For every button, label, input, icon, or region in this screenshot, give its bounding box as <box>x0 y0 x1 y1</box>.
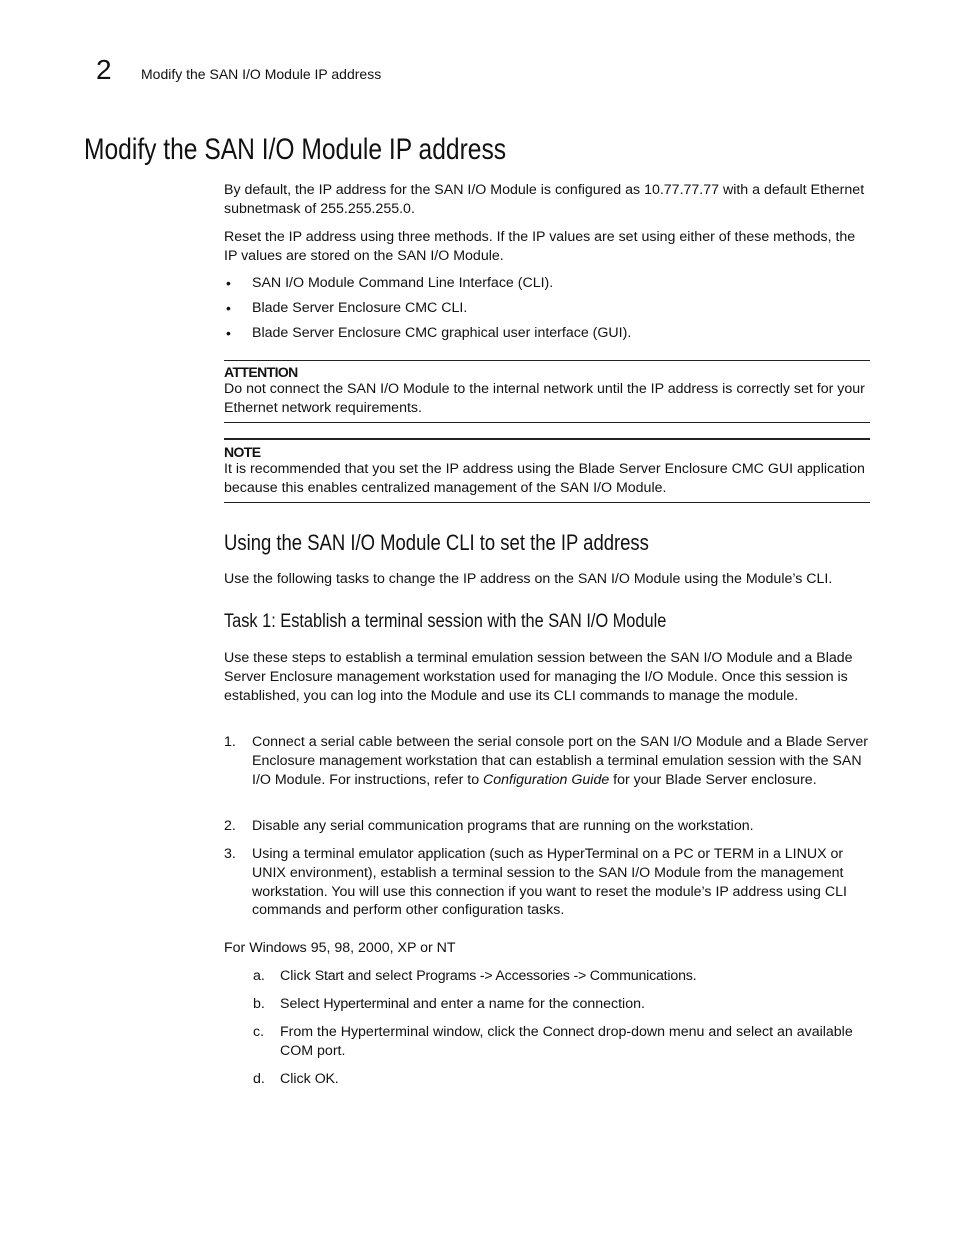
note-bottom-rule <box>224 502 870 503</box>
substep-c-part: drop-down menu and select an available COM port. <box>280 1024 853 1059</box>
attention-bottom-rule <box>224 422 870 423</box>
substep-a-text <box>280 967 870 986</box>
subsection-title-text: Using the SAN I/O Module CLI to set the IP address <box>224 530 649 555</box>
substep-c-text <box>280 1023 870 1061</box>
substep-b-part: Select <box>280 996 324 1012</box>
bullet-marker: • <box>226 275 231 291</box>
step-3-text: Using a terminal emulator application (such as HyperTerminal on a PC or TERM in a LINUX or UNIX environment), establish a terminal session to the SAN I/O Module from the management workstation. You will use this connection if you want to reset the module’s IP address using CLI commands and perform other configuration tasks. <box>252 846 847 919</box>
section-title-text: Modify the SAN I/O Module IP address <box>84 133 507 166</box>
step-1-emphasis: Configuration Guide <box>483 771 610 788</box>
substep-d-part: Click <box>280 1071 315 1087</box>
step-1-text-before: Connect a serial cable between the serial console port on the SAN I/O Module and a Blade Server Enclosure management workstation that can establish a terminal emulation session with the SAN I/O Module. For instructions, refer to <box>252 734 868 788</box>
substep-a-part: and select <box>343 968 417 984</box>
note-top-rule <box>224 438 870 440</box>
ui-term-hyperterminal: Hyperterminal <box>323 996 410 1012</box>
substep-a-part: Click <box>280 968 315 984</box>
substep-letter: d. <box>253 1071 265 1087</box>
ui-term-ok: OK <box>314 1071 335 1087</box>
attention-text: Do not connect the SAN I/O Module to the internal network until the IP address is correctly set for your Ethernet network requirements. <box>224 381 865 416</box>
substep-letter: b. <box>253 996 265 1012</box>
step-number: 3. <box>224 846 236 862</box>
task-title <box>224 609 738 635</box>
step-number: 1. <box>224 734 236 750</box>
substep-c-part: From the Hyperterminal window, click the <box>280 1024 543 1040</box>
ui-term-programs-path: Programs -> Accessories -> Communications <box>416 968 693 984</box>
note-text: It is recommended that you set the IP address using the Blade Server Enclosure CMC GUI application because this enables centralized management of the SAN I/O Module. <box>224 461 865 496</box>
ui-term-connect: Connect <box>542 1024 595 1040</box>
bullet-marker: • <box>226 325 231 341</box>
windows-intro: For Windows 95, 98, 2000, XP or NT <box>224 940 456 956</box>
bullet-item-cmc-gui: Blade Server Enclosure CMC graphical user interface (GUI). <box>252 325 632 341</box>
subsection-title <box>224 528 730 558</box>
bullet-marker: • <box>226 300 231 316</box>
task-intro: Use these steps to establish a terminal emulation session between the SAN I/O Module and a Blade Server Enclosure management workstation used for managing the I/O Module. Once this session is established, you can log into the Module and use its CLI commands to manage the module. <box>224 650 853 704</box>
substep-b-part: and enter a name for the connection. <box>409 996 645 1012</box>
substep-d-part: . <box>334 1071 339 1087</box>
step-1-text <box>252 733 872 789</box>
bullet-item-cli: SAN I/O Module Command Line Interface (CLI). <box>252 275 554 291</box>
subsection-intro: Use the following tasks to change the IP address on the SAN I/O Module using the Module’s CLI. <box>224 571 833 587</box>
chapter-number: 2 <box>96 54 112 85</box>
ui-term-start: Start <box>314 968 344 984</box>
task-title-text: Task 1: Establish a terminal session with the SAN I/O Module <box>224 611 667 632</box>
substep-d-text <box>280 1070 870 1089</box>
substep-a-part: . <box>692 968 697 984</box>
substep-b-text <box>280 995 870 1014</box>
step-1-text-after: for your Blade Server enclosure. <box>609 771 817 788</box>
bullet-item-cmc-cli: Blade Server Enclosure CMC CLI. <box>252 300 468 316</box>
attention-top-rule <box>224 360 870 361</box>
intro-paragraph-1: By default, the IP address for the SAN I/O Module is configured as 10.77.77.77 with a default Ethernet subnetmask of 255.255.255.0. <box>224 182 865 217</box>
substep-letter: c. <box>253 1024 265 1040</box>
intro-paragraph-2: Reset the IP address using three methods. If the IP values are set using either of these methods, the IP values are stored on the SAN I/O Module. <box>224 229 856 264</box>
step-2-text: Disable any serial communication programs that are running on the workstation. <box>252 818 754 834</box>
substep-letter: a. <box>253 968 265 984</box>
step-number: 2. <box>224 818 236 834</box>
attention-label: ATTENTION <box>224 364 298 380</box>
note-label: NOTE <box>224 444 261 460</box>
running-title: Modify the SAN I/O Module IP address <box>141 66 382 82</box>
section-title <box>84 131 599 169</box>
